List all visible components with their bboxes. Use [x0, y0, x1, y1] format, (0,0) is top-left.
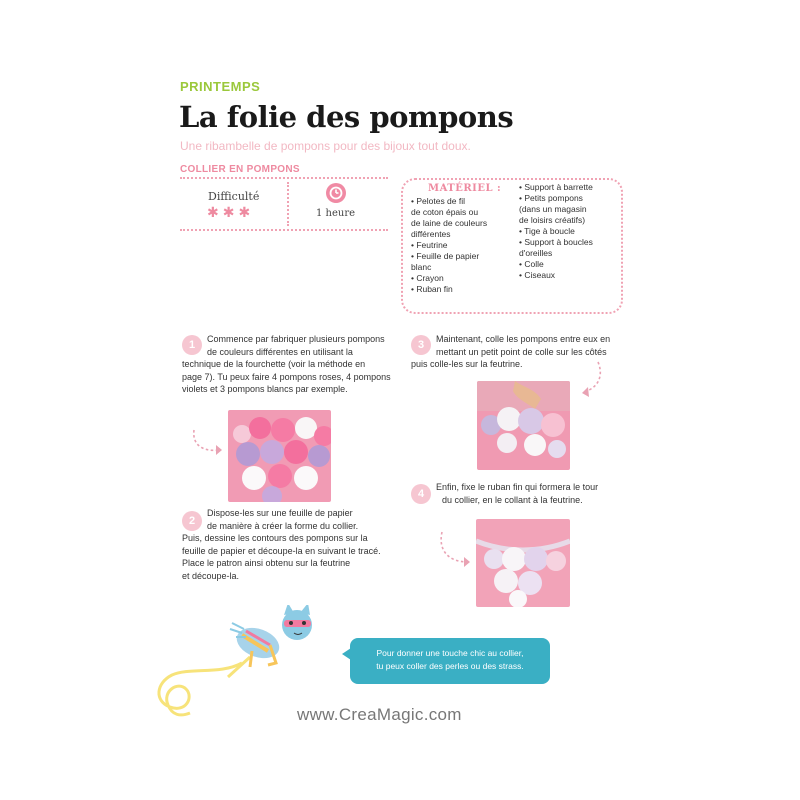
step-line: violets et 3 pompons blancs par exemple.	[182, 384, 348, 394]
project-heading: COLLIER EN POMPONS	[180, 164, 300, 175]
material-item: • Tige à boucle	[519, 226, 575, 236]
materials-list-right	[519, 182, 615, 281]
material-item: • Ciseaux	[519, 270, 556, 280]
step-2-text	[182, 507, 402, 582]
step-4-text	[436, 481, 626, 506]
step-2-number: 2	[182, 511, 202, 531]
step-line: de couleurs différentes en utilisant la	[207, 346, 353, 357]
step-line: feuille de papier et découpe-la en suivant le tracé.	[182, 545, 381, 556]
material-item: • Feutrine	[411, 240, 448, 250]
material-item: (dans un magasin	[519, 204, 587, 214]
material-item: • Crayon	[411, 273, 444, 283]
material-item: • Pelotes de fil	[411, 196, 466, 206]
step-line: Commence par fabriquer plusieurs pompons	[207, 334, 385, 344]
material-item: différentes	[411, 229, 451, 239]
materials-heading: MATÉRIEL :	[428, 183, 502, 194]
step-3-number: 3	[411, 335, 431, 355]
material-item: • Support à boucles	[519, 237, 593, 247]
step-line: Dispose-les sur une feuille de papier	[207, 508, 353, 518]
material-item: • Support à barrette	[519, 182, 593, 192]
step-1-text	[182, 333, 402, 396]
step-line: Puis, dessine les contours des pompons sur la	[182, 533, 368, 543]
tip-line: tu peux coller des perles ou des strass.	[376, 661, 524, 671]
meta-separator	[287, 182, 289, 226]
step-1-number: 1	[182, 335, 202, 355]
step-line: Enfin, fixe le ruban fin qui formera le tour	[436, 482, 599, 492]
materials-list-left	[411, 196, 511, 295]
step-line: Place le patron ainsi obtenu sur la feutrine	[182, 558, 351, 568]
material-item: de loisirs créatifs)	[519, 215, 586, 225]
step-line: puis colle-les sur la feutrine.	[411, 359, 523, 369]
curved-arrow-icon	[190, 428, 226, 463]
material-item: • Colle	[519, 259, 544, 269]
clock-icon	[326, 183, 346, 203]
step-line: mettant un petit point de colle sur les côtés	[436, 346, 607, 357]
material-item: de coton épais ou	[411, 207, 479, 217]
difficulty-label: Difficulté	[208, 190, 260, 203]
tip-line: Pour donner une touche chic au collier,	[376, 648, 524, 658]
step-line: Maintenant, colle les pompons entre eux en	[436, 334, 611, 344]
divider-bottom	[180, 229, 388, 231]
section-kicker: PRINTEMPS	[180, 79, 261, 94]
page-title: La folie des pompons	[179, 100, 514, 134]
divider-top	[180, 177, 388, 179]
material-item: d'oreilles	[519, 248, 553, 258]
curved-arrow-icon	[436, 530, 474, 575]
difficulty-stars: ✱✱✱	[207, 204, 255, 220]
material-item: de laine de couleurs	[411, 218, 488, 228]
step-line: page 7). Tu peux faire 4 pompons roses, 4 pompons	[182, 371, 391, 382]
material-item: • Ruban fin	[411, 284, 453, 294]
step-4-number: 4	[411, 484, 431, 504]
step-line: de manière à créer la forme du collier.	[207, 520, 359, 531]
duration-value: 1 heure	[316, 208, 356, 219]
material-item: blanc	[411, 262, 432, 272]
material-item: • Feuille de papier	[411, 251, 480, 261]
step-1-photo	[228, 410, 331, 502]
page-subtitle: Une ribambelle de pompons pour des bijoux tout doux.	[180, 139, 471, 153]
tip-bubble	[350, 638, 550, 684]
step-line: et découpe-la.	[182, 570, 240, 581]
curved-arrow-icon	[580, 360, 606, 405]
step-line: technique de la fourchette (voir la méthode en	[182, 359, 366, 369]
material-item: • Petits pompons	[519, 193, 583, 203]
watermark: www.CreaMagic.com	[297, 705, 462, 724]
step-3-photo	[477, 381, 570, 470]
step-line: du collier, en le collant à la feutrine.	[442, 494, 583, 505]
step-4-photo	[476, 519, 570, 607]
